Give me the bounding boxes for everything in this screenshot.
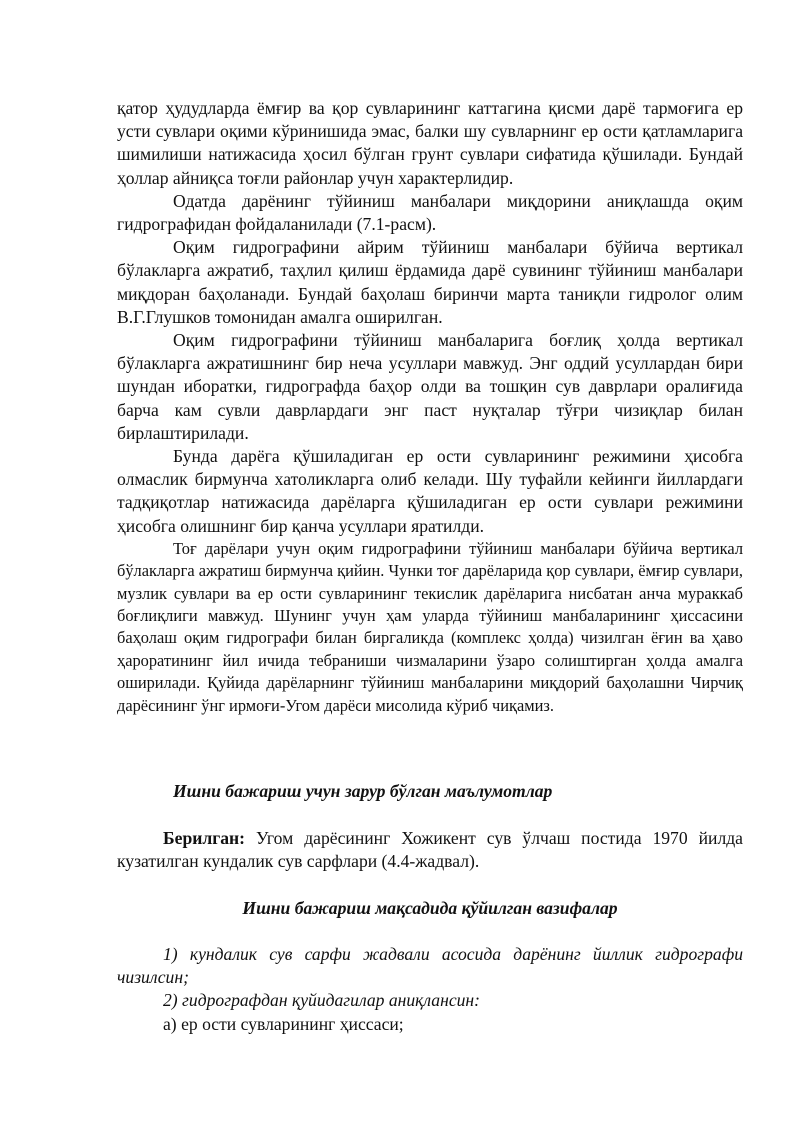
paragraph-methods: Оқим гидрографини тўйиниш манбаларига боғлиқ ҳолда вертикал бўлакларга ажратишнинг бир неча усуллари мавжуд. Энг оддий усуллардан бири шундан иборатки, гидрографда баҳор олди ва тошқин сув даврлари оралиғида барча кам сувли даврлардаги энг паст нуқталар тўғри чизиқлар билан бирлаштирилади. bbox=[117, 330, 743, 443]
body-text bbox=[117, 97, 743, 717]
paragraph-hydrograph-use: Одатда дарёнинг тўйиниш манбалари миқдорини аниқлашда оқим гидрографидан фойдаланилади (7.1-расм). bbox=[117, 190, 743, 235]
section-heading-tasks: Ишни бажариш мақсадида қўйилган вазифалар bbox=[242, 898, 618, 918]
task-item-2a: а) ер ости сувларининг ҳиссаси; bbox=[163, 1013, 404, 1034]
given-text: Угом дарёсининг Хожикент сув ўлчаш постида 1970 йилда кузатилган кундалик сув сарфлари (4.4-жадвал). bbox=[117, 828, 743, 872]
section-heading-required-data: Ишни бажариш учун зарур бўлган маълумотлар bbox=[173, 781, 553, 801]
given-paragraph bbox=[117, 827, 743, 873]
task-item-2: 2) гидрографдан қуйидагилар аниқлансин: bbox=[163, 990, 481, 1011]
paragraph-glushkov: Оқим гидрографини айрим тўйиниш манбалари бўйича вертикал бўлакларга ажратиб, таҳлил қилиш ёрдамида дарё сувининг тўйиниш манбалари миқдоран баҳоланади. Бундай баҳолаш биринчи марта таниқли гидролог олим В.Г.Глушков томонидан амалга оширилган. bbox=[117, 237, 743, 327]
task-item-1: 1) кундалик сув сарфи жадвали асосида дарёнинг йиллик гидрографи чизилсин; bbox=[117, 944, 743, 988]
paragraph-continuation: қатор ҳудудларда ёмғир ва қор сувларининг каттагина қисми дарё тармоғига ер усти сувлари оқими кўринишида эмас, балки шу сувларнинг ер ости қатламларига шимилиши натижасида ҳосил бўлган грунт сувлари сифатида қўшилади. Бундай ҳоллар айниқса тоғли районлар учун характерлидир. bbox=[117, 98, 743, 188]
paragraph-mountain-rivers: Тоғ дарёлари учун оқим гидрографини тўйиниш манбалари бўйича вертикал бўлакларга ажратиш бирмунча қийин. Чунки тоғ дарёларида қор сувлари, ёмғир сувлари, музлик сувлари ва ер ости сувларининг текислик дарёларига нисбатан анча мураккаб боғлиқлиги мавжуд. Шунинг учун ҳам уларда тўйиниш манбаларининг ҳиссасини баҳолаш оқим гидрографи билан биргаликда (комплекс ҳолда) чизилган ёғин ва ҳаво ҳароратининг йил ичида тебраниши чизмаларини ўзаро солиштирган ҳолда амалга оширилади. Қуйида дарёларнинг тўйиниш манбаларини миқдорий баҳолашни Чирчиқ дарёсининг ўнг ирмоғи-Угом дарёси мисолида кўриб чиқамиз. bbox=[117, 538, 743, 715]
task-list bbox=[117, 943, 743, 1036]
given-label: Берилган: bbox=[163, 828, 246, 848]
paragraph-groundwater-regime: Бунда дарёга қўшиладиган ер ости сувларининг режимини ҳисобга олмаслик бирмунча хатоликларга олиб келади. Шу туфайли кейинги йиллардаги тадқиқотлар натижасида дарёларга қўшиладиган ер ости сувлари режимини ҳисобга олишнинг бир қанча усуллари яратилди. bbox=[117, 446, 743, 536]
